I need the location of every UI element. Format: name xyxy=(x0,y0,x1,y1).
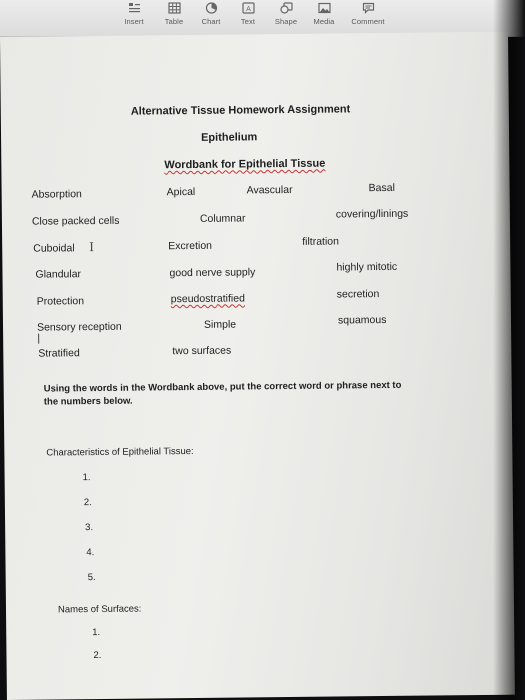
wordbank-word-text: pseudostratified xyxy=(170,292,245,306)
wordbank-word: Excretion xyxy=(168,239,213,253)
table-icon xyxy=(168,2,181,14)
media-button[interactable] xyxy=(302,2,346,26)
instruction-line-1 xyxy=(44,379,402,396)
wordbank-word: highly mitotic xyxy=(336,260,398,274)
characteristic-number: 1. xyxy=(82,472,91,484)
media-icon xyxy=(318,2,331,14)
wordbank-word: good nerve supply xyxy=(169,266,256,280)
wordbank-word: secretion xyxy=(336,288,380,301)
characteristic-number: 4. xyxy=(86,547,95,559)
wordbank-word: Apical xyxy=(166,185,196,199)
wordbank-word: two surfaces xyxy=(172,344,232,358)
wordbank-word xyxy=(171,292,245,306)
document-title: Alternative Tissue Homework Assignment xyxy=(130,103,351,118)
screen-edge-shadow xyxy=(493,0,525,700)
wordbank-word: covering/linings xyxy=(335,207,409,221)
comment-button[interactable] xyxy=(346,2,390,26)
wordbank-word: Simple xyxy=(203,318,237,331)
wordbank-word: Stratified xyxy=(38,347,80,360)
insertion-caret xyxy=(38,334,39,344)
surface-number: 2. xyxy=(93,649,102,662)
characteristic-number: 3. xyxy=(85,522,94,534)
characteristics-heading: Characteristics of Epithelial Tissue: xyxy=(46,445,194,459)
surfaces-heading: Names of Surfaces: xyxy=(57,603,142,616)
wordbank-title-text: Wordbank for Epithelial Tissue xyxy=(164,157,326,172)
instruction-line-2: the numbers below. xyxy=(43,395,133,408)
document-page[interactable] xyxy=(0,32,515,700)
shape-label: Shape xyxy=(274,17,298,26)
wordbank-word: Cuboidal xyxy=(33,242,75,255)
text-cursor-icon: I xyxy=(89,240,95,255)
wordbank-word: squamous xyxy=(337,313,387,327)
wordbank-title xyxy=(164,158,325,173)
document-subtitle: Epithelium xyxy=(201,131,258,144)
insert-button[interactable] xyxy=(112,2,156,26)
wordbank-word: Close packed cells xyxy=(31,214,120,228)
shape-icon xyxy=(280,2,293,14)
characteristic-number: 2. xyxy=(83,497,92,509)
wordbank-word: Columnar xyxy=(199,212,246,225)
instruction-text: Using the words in the Wordbank above, put the correct word or phrase next to xyxy=(43,379,402,395)
media-label: Media xyxy=(313,17,335,26)
wordbank-word: Sensory reception xyxy=(36,320,122,334)
wordbank-word: Protection xyxy=(36,295,85,308)
surface-number: 1. xyxy=(92,626,101,639)
chart-label: Chart xyxy=(201,17,221,26)
insert-label: Insert xyxy=(124,17,144,26)
comment-icon xyxy=(362,2,375,14)
text-box-icon xyxy=(242,2,255,14)
chart-icon xyxy=(205,2,218,14)
wordbank-word: filtration xyxy=(302,235,339,248)
text-label: Text xyxy=(240,17,256,26)
characteristic-number: 5. xyxy=(87,572,96,584)
wordbank-word: Avascular xyxy=(246,183,293,197)
wordbank-word: Absorption xyxy=(31,188,82,201)
wordbank-word: Basal xyxy=(368,181,395,195)
table-label: Table xyxy=(164,17,184,26)
svg-text:A: A xyxy=(245,6,251,13)
wordbank-word: Glandular xyxy=(35,268,82,281)
comment-label: Comment xyxy=(351,17,385,26)
insert-icon xyxy=(128,2,141,14)
